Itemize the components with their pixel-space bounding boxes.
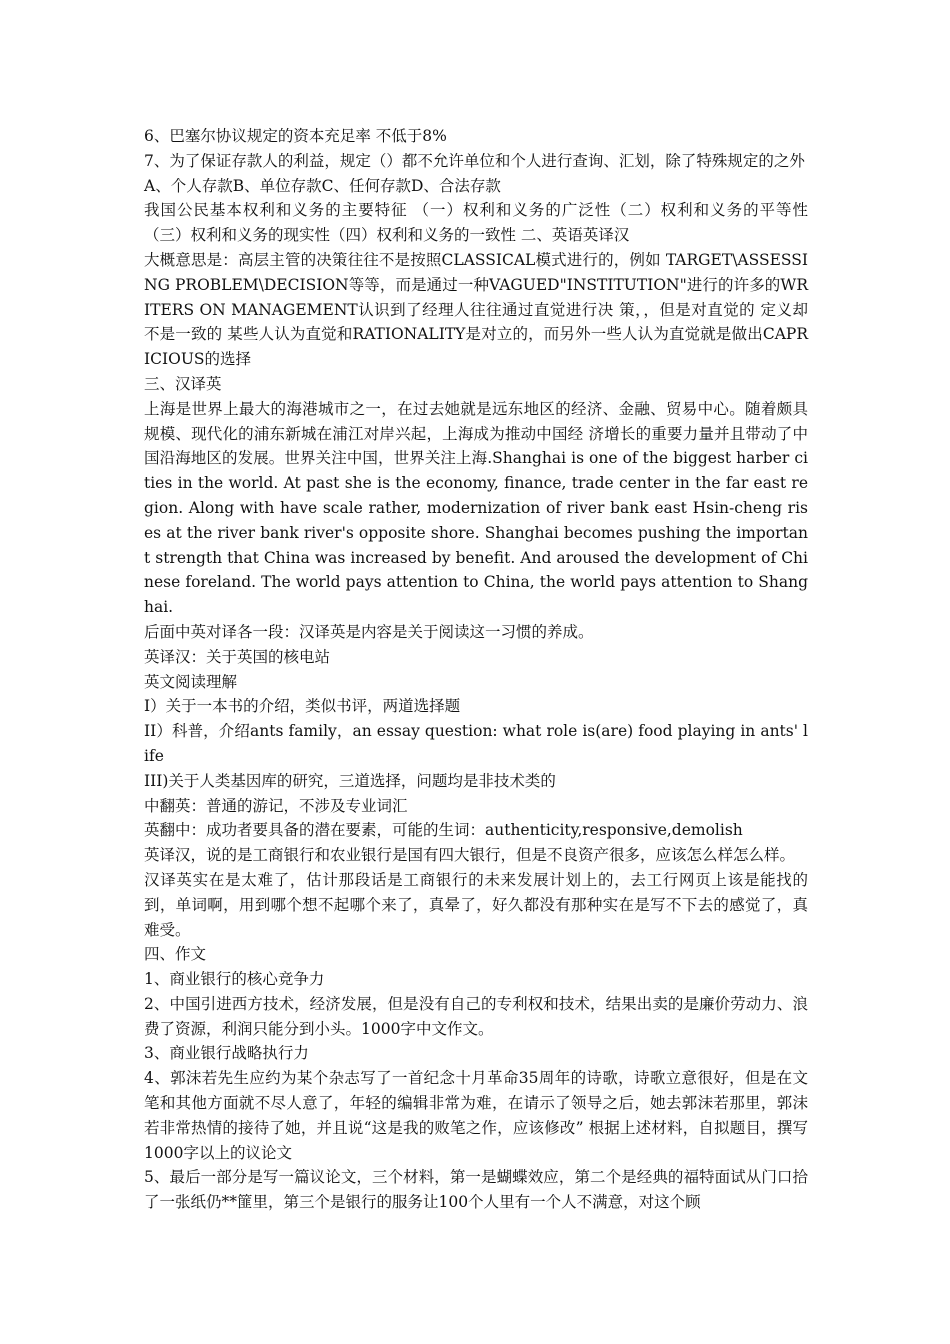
paragraph: A、个人存款B、单位存款C、任何存款D、合法存款 — [144, 176, 501, 195]
paragraph: 7、为了保证存款人的利益，规定（）都不允许单位和个人进行查询、汇划，除了特殊规定的之外 — [144, 151, 805, 170]
paragraph: 汉译英实在是太难了，估计那段话是工商银行的未来发展计划上的，去工行网页上该是能找的到，单词啊，用到哪个想不起哪个来了，真晕了，好久都没有那种实在是写不下去的感觉了，真难受。 — [144, 870, 808, 939]
paragraph: III)关于人类基因库的研究，三道选择，问题均是非技术类的 — [144, 771, 556, 790]
paragraph: 2、中国引进西方技术，经济发展，但是没有自己的专利权和技术，结果出卖的是廉价劳动力、浪费了资源，利润只能分到小头。1000字中文作文。 — [144, 994, 808, 1038]
paragraph: 英译汉，说的是工商银行和农业银行是国有四大银行，但是不良资产很多，应该怎么样怎么样。 — [144, 846, 796, 865]
paragraph: I）关于一本书的介绍，类似书评，两道选择题 — [144, 697, 461, 716]
paragraph: 1、商业银行的核心竞争力 — [144, 970, 325, 989]
document-body — [144, 124, 808, 1215]
section-heading: 三、汉译英 — [144, 374, 222, 393]
paragraph: 上海是世界上最大的海港城市之一，在过去她就是远东地区的经济、金融、贸易中心。随着颇具规模、现代化的浦东新城在浦江对岸兴起，上海成为推动中国经 济增长的重要力量并且带动了中国沿海地区的发展。世界关注中国，世界关注上海.Shanghai is one of the biggest harber cities in the world. At past she is the economy, finance, trade center in the far east region. Along with have scale rather, modernization of river bank east Hsin-cheng rises at the river bank river's opposite shore. Shanghai becomes pushing the important strength that China was increased by benefit. And aroused the development of Chinese foreland. The world pays attention to China, the world pays attention to Shanghai. — [144, 399, 808, 617]
paragraph: 3、商业银行战略执行力 — [144, 1044, 309, 1063]
paragraph: 5、最后一部分是写一篇议论文，三个材料，第一是蝴蝶效应，第二个是经典的福特面试从门口拾了一张纸仍**篚里，第三个是银行的服务让100个人里有一个人不满意，对这个顾 — [144, 1168, 808, 1212]
paragraph: 英译汉：关于英国的核电站 — [144, 647, 331, 666]
paragraph: 我国公民基本权利和义务的主要特征 （一）权利和义务的广泛性（二）权利和义务的平等性 （三）权利和义务的现实性（四）权利和义务的一致性 二、英语英译汉 — [144, 201, 808, 245]
paragraph: 后面中英对译各一段：汉译英是内容是关于阅读这一习惯的养成。 — [144, 622, 594, 641]
paragraph: 英文阅读理解 — [144, 672, 238, 691]
paragraph: 英翻中：成功者要具备的潜在要素，可能的生词：authenticity,responsive,demolish — [144, 821, 743, 840]
paragraph: 6、巴塞尔协议规定的资本充足率 不低于8% — [144, 127, 447, 145]
paragraph: 4、郭沫若先生应约为某个杂志写了一首纪念十月革命35周年的诗歌，诗歌立意很好，但是在文笔和其他方面就不尽人意了，年轻的编辑非常为难，在请示了领导之后，她去郭沫若那里，郭沫若非常热情的接待了她，并且说“这是我的败笔之作，应该修改” 根据上述材料，自拟题目，撰写1000字以上的议论文 — [144, 1069, 808, 1162]
paragraph: 大概意思是：高层主管的决策往往不是按照CLASSICAL模式进行的，例如 TARGET\ASSESSI NG PROBLEM\DECISION等等，而是通过一种VAGUED"INSTITUTION"进行的许多的WRITERS ON MANAGEMENT认识到了经理人往往通过直觉进行决 策，，但是对直觉的 定义却不是一致的 某些人认为直觉和RATIONALITY是对立的，而另外一些人认为直觉就是做出CAPRICIOUS的选择 — [144, 250, 808, 369]
paragraph: II）科普，介绍ants family，an essay question: what role is(are) food playing in ants' life — [144, 722, 808, 765]
paragraph: 中翻英：普通的游记，不涉及专业词汇 — [144, 796, 408, 815]
section-heading: 四、作文 — [144, 945, 207, 964]
